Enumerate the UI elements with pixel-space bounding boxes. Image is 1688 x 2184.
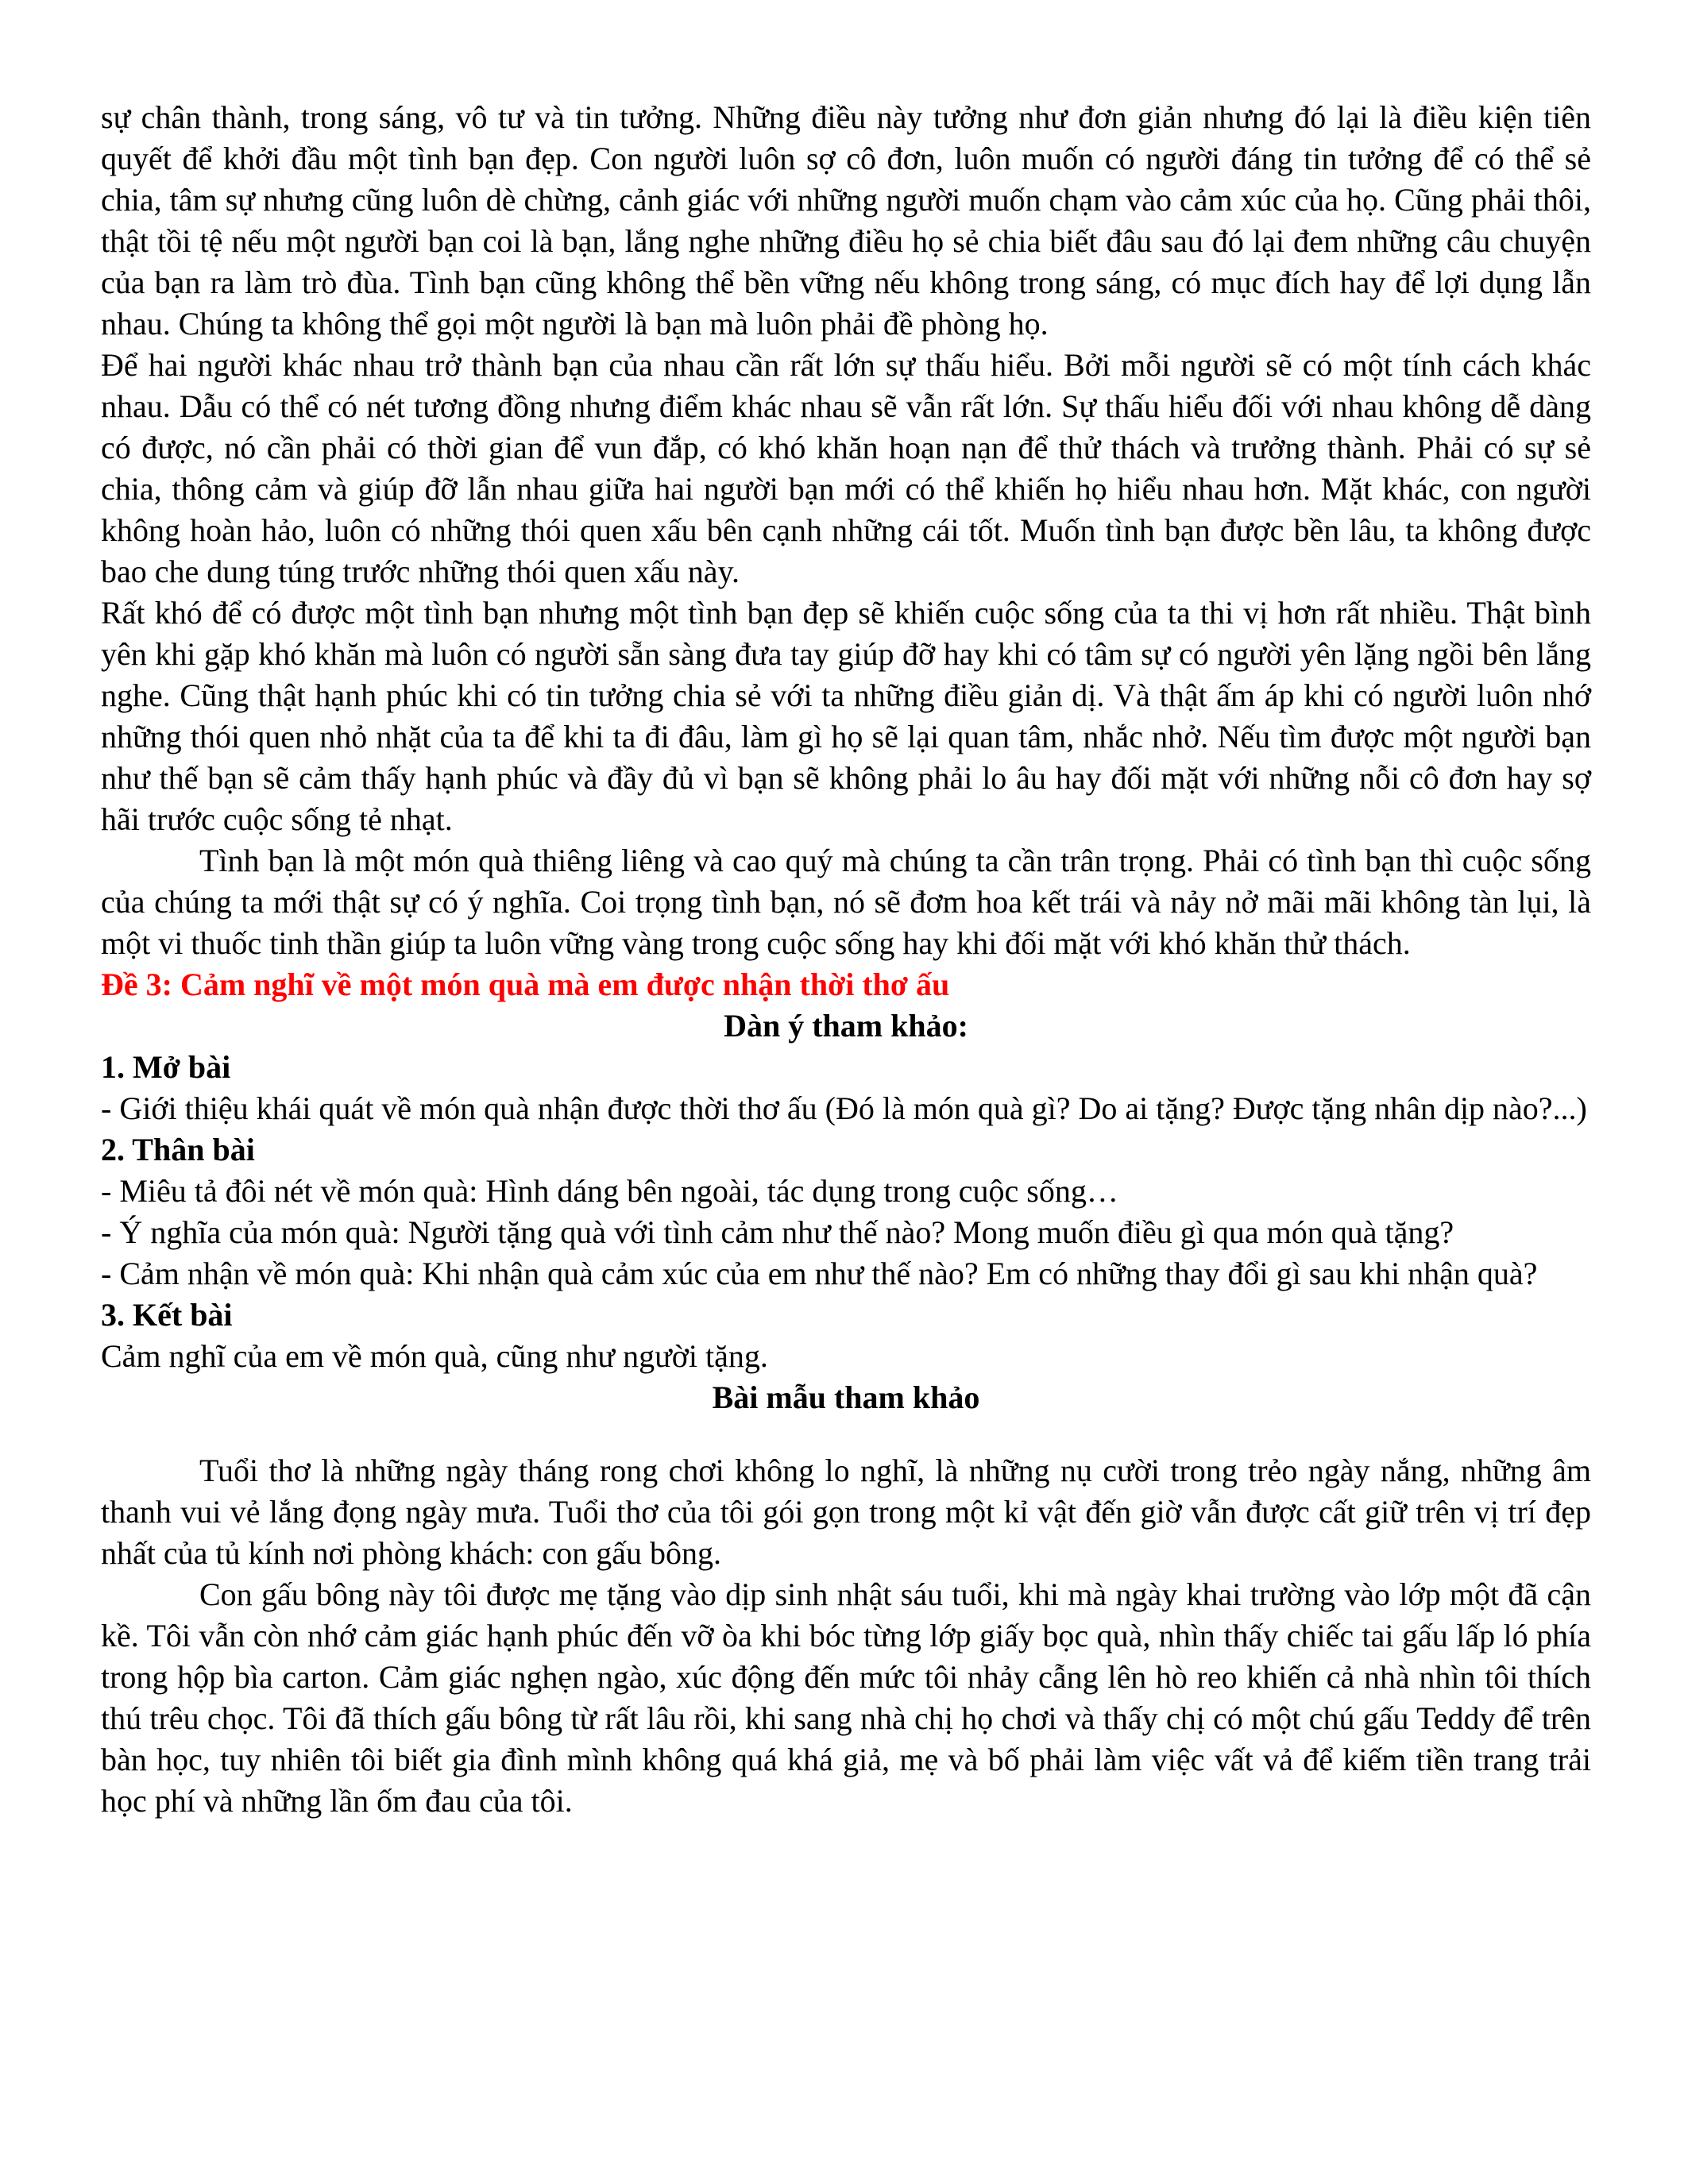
- outline-item: - Ý nghĩa của món quà: Người tặng quà với tình cảm như thế nào? Mong muốn điều gì qua món quà tặng?: [101, 1214, 1454, 1250]
- outline-title: Dàn ý tham khảo:: [724, 1008, 968, 1044]
- paragraph: Rất khó để có được một tình bạn nhưng một tình bạn đẹp sẽ khiến cuộc sống của ta thi vị hơn rất nhiều. Thật bình yên khi gặp khó khăn mà luôn có người sẵn sàng đưa tay giúp đỡ hay khi có tâm sự có người yên lặng ngồi bên lắng nghe. Cũng thật hạnh phúc khi có tin tưởng chia sẻ với ta những điều giản dị. Và thật ấm áp khi có người luôn nhớ những thói quen nhỏ nhặt của ta để khi ta đi đâu, làm gì họ sẽ lại quan tâm, nhắc nhở. Nếu tìm được một người bạn như thế bạn sẽ cảm thấy hạnh phúc và đầy đủ vì bạn sẽ không phải lo âu hay đối mặt với những nỗi cô đơn hay sợ hãi trước cuộc sống tẻ nhạt.: [101, 595, 1591, 837]
- sample-paragraph: Con gấu bông này tôi được mẹ tặng vào dịp sinh nhật sáu tuổi, khi mà ngày khai trường vào lớp một đã cận kề. Tôi vẫn còn nhớ cảm giác hạnh phúc đến vỡ òa khi bóc từng lớp giấy bọc quà, nhìn thấy chiếc tai gấu lấp ló phía trong hộp bìa carton. Cảm giác nghẹn ngào, xúc động đến mức tôi nhảy cẫng lên hò reo khiến cả nhà nhìn tôi thích thú trêu chọc. Tôi đã thích gấu bông từ rất lâu rồi, khi sang nhà chị họ chơi và thấy chị có một chú gấu Teddy để trên bàn học, tuy nhiên tôi biết gia đình mình không quá khá giả, mẹ và bố phải làm việc vất vả để kiếm tiền trang trải học phí và những lần ốm đau của tôi.: [101, 1576, 1591, 1819]
- outline-item: - Miêu tả đôi nét về món quà: Hình dáng bên ngoài, tác dụng trong cuộc sống…: [101, 1173, 1118, 1209]
- topic-heading: Đề 3: Cảm nghĩ về một món quà mà em được nhận thời thơ ấu: [101, 967, 950, 1002]
- document-page: [101, 97, 1591, 1822]
- paragraph: Để hai người khác nhau trở thành bạn của nhau cần rất lớn sự thấu hiểu. Bởi mỗi người sẽ có một tính cách khác nhau. Dẫu có thể có nét tương đồng nhưng điểm khác nhau sẽ vẫn rất lớn. Sự thấu hiểu đối với nhau không dễ dàng có được, nó cần phải có thời gian để vun đắp, có khó khăn hoạn nạn để thử thách và trưởng thành. Phải có sự sẻ chia, thông cảm và giúp đỡ lẫn nhau giữa hai người bạn mới có thể khiến họ hiểu nhau hơn. Mặt khác, con người không hoàn hảo, luôn có những thói quen xấu bên cạnh những cái tốt. Muốn tình bạn được bền lâu, ta không được bao che dung túng trước những thói quen xấu này.: [101, 347, 1591, 589]
- section-heading-body: 2. Thân bài: [101, 1132, 255, 1167]
- section-heading-conclusion: 3. Kết bài: [101, 1297, 233, 1333]
- outline-item: - Giới thiệu khái quát về món quà nhận được thời thơ ấu (Đó là món quà gì? Do ai tặng? Được tặng nhân dịp nào?...): [101, 1090, 1587, 1126]
- paragraph: Tình bạn là một món quà thiêng liêng và cao quý mà chúng ta cần trân trọng. Phải có tình bạn thì cuộc sống của chúng ta mới thật sự có ý nghĩa. Coi trọng tình bạn, nó sẽ đơm hoa kết trái và nảy nở mãi mãi không tàn lụi, là một vi thuốc tinh thần giúp ta luôn vững vàng trong cuộc sống hay khi đối mặt với khó khăn thử thách.: [101, 843, 1591, 961]
- outline-item: - Cảm nhận về món quà: Khi nhận quà cảm xúc của em như thế nào? Em có những thay đổi gì sau khi nhận quà?: [101, 1256, 1538, 1291]
- sample-title: Bài mẫu tham khảo: [712, 1379, 980, 1415]
- paragraph: sự chân thành, trong sáng, vô tư và tin tưởng. Những điều này tưởng như đơn giản nhưng đó lại là điều kiện tiên quyết để khởi đầu một tình bạn đẹp. Con người luôn sợ cô đơn, luôn muốn có người đáng tin tưởng để có thể sẻ chia, tâm sự nhưng cũng luôn dè chừng, cảnh giác với những người muốn chạm vào cảm xúc của họ. Cũng phải thôi, thật tồi tệ nếu một người bạn coi là bạn, lắng nghe những điều họ sẻ chia biết đâu sau đó lại đem những câu chuyện của bạn ra làm trò đùa. Tình bạn cũng không thể bền vững nếu không trong sáng, có mục đích hay để lợi dụng lẫn nhau. Chúng ta không thể gọi một người là bạn mà luôn phải đề phòng họ.: [101, 99, 1591, 341]
- outline-item: Cảm nghĩ của em về món quà, cũng như người tặng.: [101, 1338, 768, 1374]
- sample-paragraph: Tuổi thơ là những ngày tháng rong chơi không lo nghĩ, là những nụ cười trong trẻo ngày nắng, những âm thanh vui vẻ lắng đọng ngày mưa. Tuổi thơ của tôi gói gọn trong một kỉ vật đến giờ vẫn được cất giữ trên vị trí đẹp nhất của tủ kính nơi phòng khách: con gấu bông.: [101, 1453, 1591, 1571]
- section-heading-intro: 1. Mở bài: [101, 1049, 231, 1085]
